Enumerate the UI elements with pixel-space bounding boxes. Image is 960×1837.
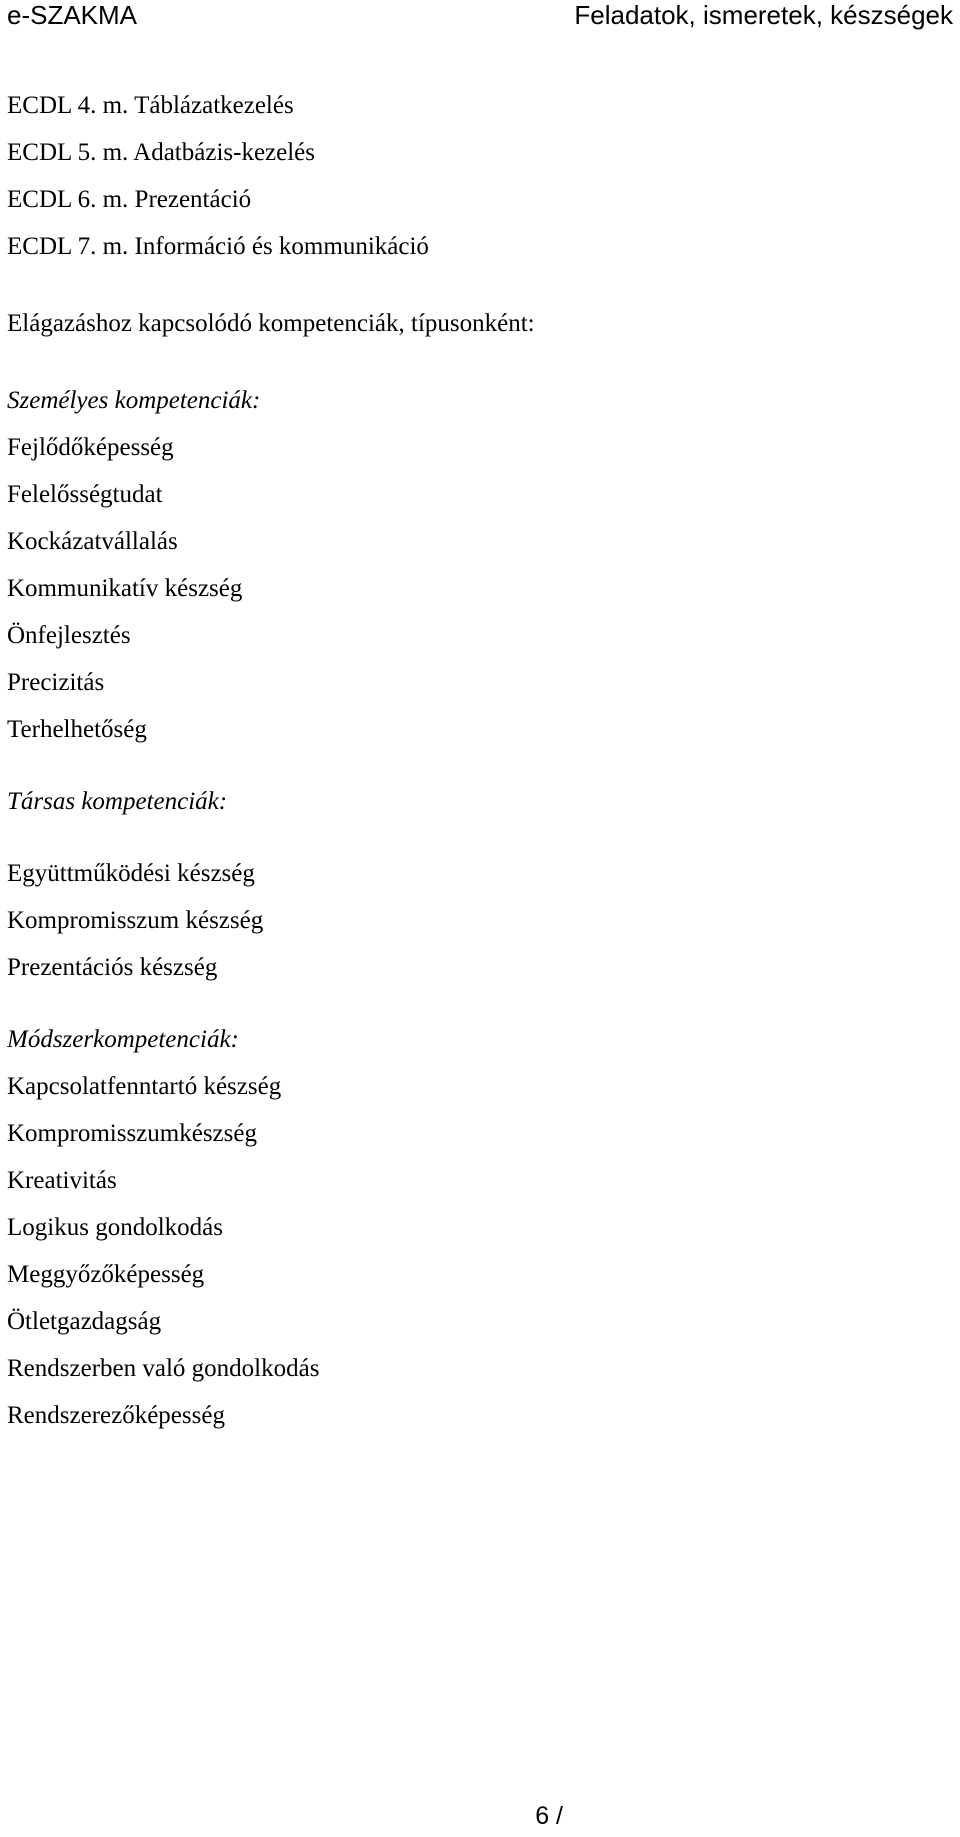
competency-item: Precizitás [7, 669, 105, 696]
competency-intro: Elágazáshoz kapcsolódó kompetenciák, típusonként: [7, 310, 535, 337]
competency-item: Meggyőzőképesség [7, 1261, 205, 1288]
competency-item: Ötletgazdagság [7, 1308, 162, 1335]
competency-item: Prezentációs készség [7, 954, 218, 981]
document-body [7, 82, 947, 1439]
page-header [0, 0, 960, 34]
ecdl-module-item: ECDL 4. m. Táblázatkezelés [7, 92, 294, 119]
section-title: Társas kompetenciák: [7, 788, 228, 815]
section-title: Személyes kompetenciák: [7, 387, 261, 414]
competency-item: Kommunikatív készség [7, 575, 243, 602]
spacer [7, 991, 947, 1016]
competency-item: Kockázatvállalás [7, 528, 178, 555]
section-title: Módszerkompetenciák: [7, 1026, 239, 1053]
ecdl-module-item: ECDL 5. m. Adatbázis-kezelés [7, 139, 316, 166]
competency-item: Kompromisszum készség [7, 907, 264, 934]
competency-item: Kreativitás [7, 1167, 117, 1194]
ecdl-module-item: ECDL 7. m. Információ és kommunikáció [7, 233, 429, 260]
competency-item: Rendszerben való gondolkodás [7, 1355, 320, 1382]
competency-item: Felelősségtudat [7, 481, 163, 508]
competency-section-personal [7, 377, 947, 753]
competency-section-social [7, 778, 947, 991]
competency-section-method [7, 1016, 947, 1439]
competency-item: Kapcsolatfenntartó készség [7, 1073, 282, 1100]
competency-item: Rendszerezőképesség [7, 1402, 225, 1429]
header-subtitle: Feladatok, ismeretek, készségek [574, 0, 953, 30]
spacer [7, 825, 947, 850]
spacer [7, 753, 947, 778]
competency-item: Fejlődőképesség [7, 434, 174, 461]
ecdl-module-list [7, 82, 947, 270]
spacer [7, 270, 947, 300]
competency-item: Kompromisszumkészség [7, 1120, 257, 1147]
competency-item: Együttműködési készség [7, 860, 255, 887]
header-brand: e-SZAKMA [7, 0, 138, 30]
page-number: 6 / [535, 1802, 563, 1830]
competency-item: Logikus gondolkodás [7, 1214, 223, 1241]
competency-item: Önfejlesztés [7, 622, 131, 649]
competency-item: Terhelhetőség [7, 716, 147, 743]
spacer [7, 347, 947, 377]
ecdl-module-item: ECDL 6. m. Prezentáció [7, 186, 252, 213]
